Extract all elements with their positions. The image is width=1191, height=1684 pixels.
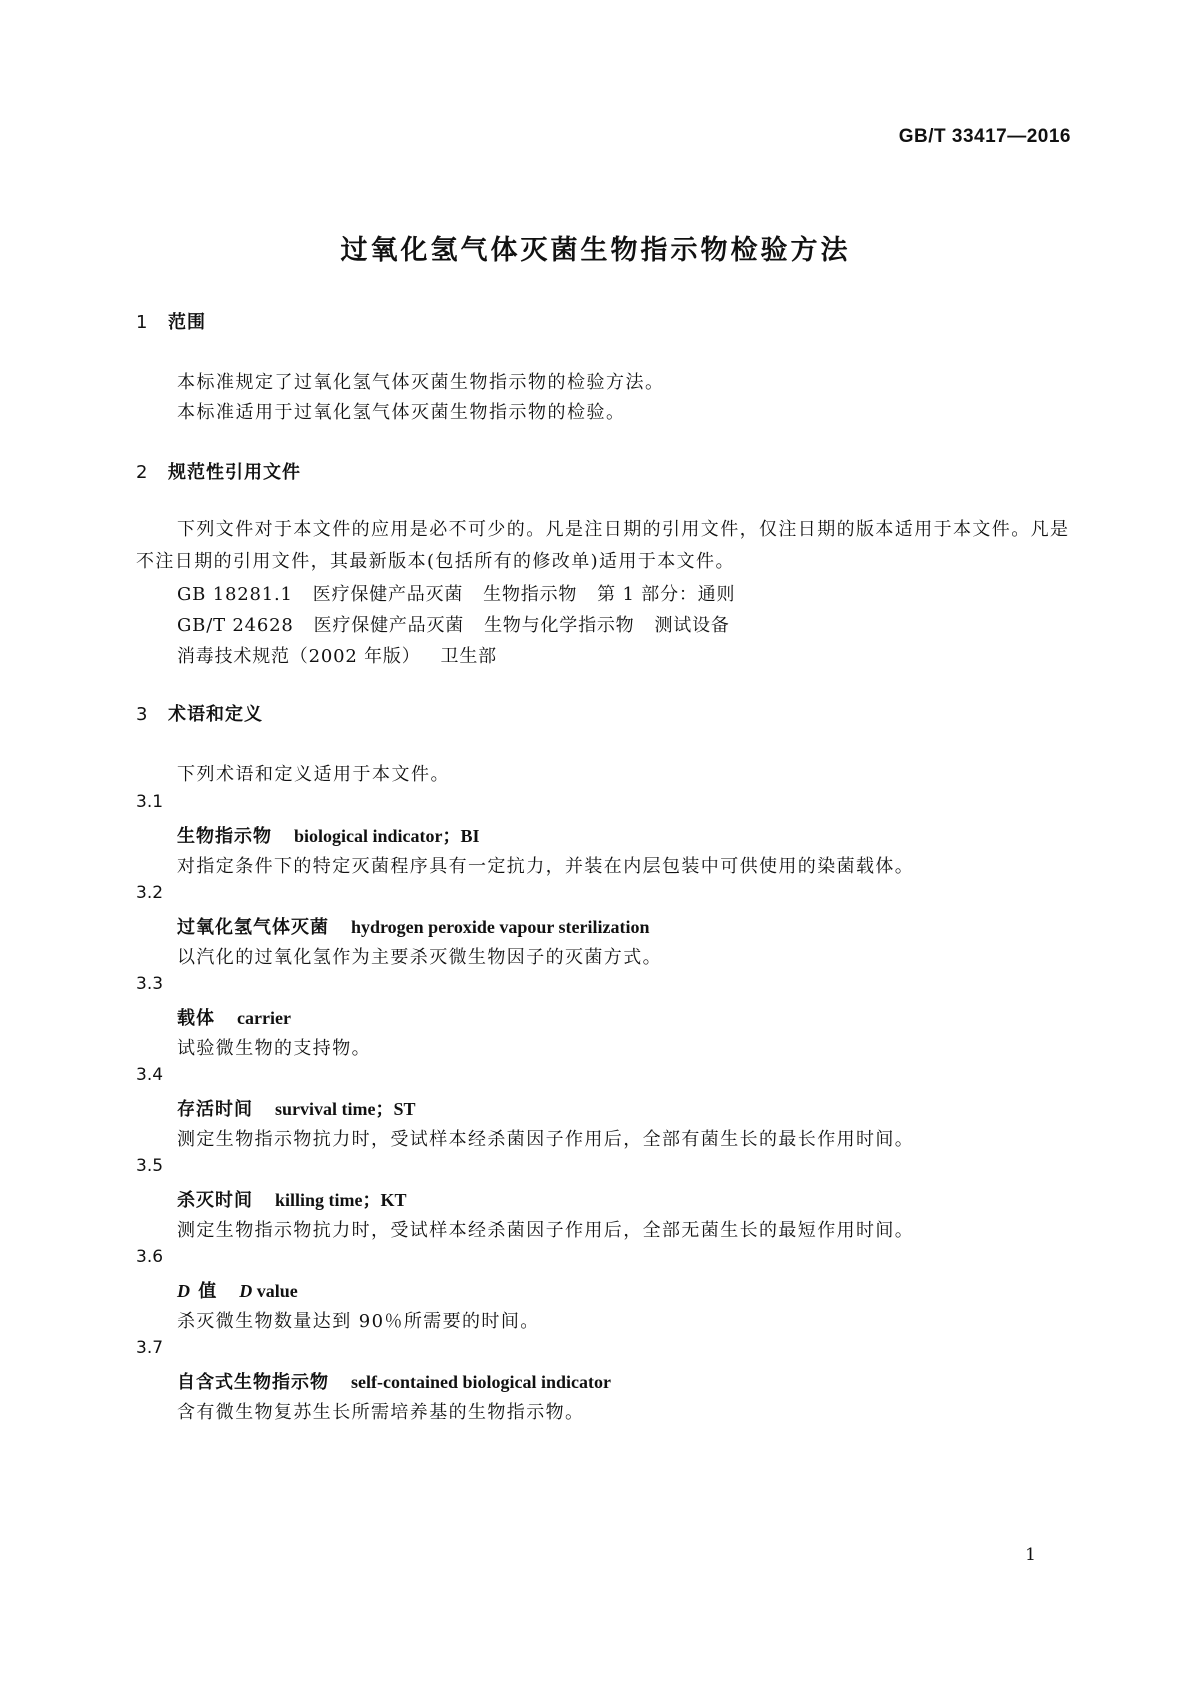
document-title: 过氧化氢气体灭菌生物指示物检验方法 [340, 235, 851, 266]
term-zh-text: 值 [198, 1281, 218, 1302]
section-number: 2 [136, 462, 149, 483]
section-number: 3 [136, 704, 149, 725]
term-en [239, 1281, 298, 1301]
reference-code: 消毒技术规范（2002 年版） [177, 646, 421, 667]
term-en-text: value [256, 1281, 298, 1301]
term-definition: 以汽化的过氧化氢作为主要杀灭微生物因子的灭菌方式。 [177, 947, 662, 968]
term-entry [177, 1186, 407, 1212]
normative-reference [177, 580, 755, 606]
section-1-heading [136, 308, 206, 334]
term-zh [177, 1281, 217, 1302]
section-2-heading [136, 458, 301, 484]
term-en: biological indicator；BI [294, 826, 480, 846]
term-entry [177, 1095, 416, 1121]
term-definition: 杀灭微生物数量达到 90％所需要的时间。 [177, 1311, 540, 1332]
term-number: 3.3 [136, 974, 164, 994]
term-number: 3.4 [136, 1065, 164, 1085]
reference-part: 第 1 部分：通则 [597, 584, 736, 605]
term-zh: 存活时间 [177, 1099, 253, 1120]
reference-part: 卫生部 [440, 646, 497, 667]
reference-part: 生物指示物 [483, 584, 578, 605]
term-number: 3.1 [136, 792, 164, 812]
term-en: self-contained biological indicator [351, 1372, 611, 1392]
term-definition: 含有微生物复苏生长所需培养基的生物指示物。 [177, 1402, 585, 1423]
term-zh: 过氧化氢气体灭菌 [177, 917, 329, 938]
term-en: hydrogen peroxide vapour sterilization [351, 917, 650, 937]
term-definition: 对指定条件下的特定灭菌程序具有一定抗力，并装在内层包装中可供使用的染菌载体。 [177, 856, 915, 877]
paragraph: 本标准适用于过氧化氢气体灭菌生物指示物的检验。 [177, 402, 626, 423]
term-entry [177, 913, 650, 939]
term-number: 3.5 [136, 1156, 164, 1176]
term-definition: 测定生物指示物抗力时，受试样本经杀菌因子作用后，全部有菌生长的最长作用时间。 [177, 1129, 915, 1150]
term-symbol: D [239, 1281, 253, 1301]
section-title: 术语和定义 [168, 704, 263, 725]
normative-reference [177, 611, 750, 637]
term-en: carrier [237, 1008, 291, 1028]
normative-reference [177, 642, 517, 668]
term-number: 3.2 [136, 883, 164, 903]
term-definition: 试验微生物的支持物。 [177, 1038, 371, 1059]
paragraph: 本标准规定了过氧化氢气体灭菌生物指示物的检验方法。 [177, 372, 665, 393]
paragraph: 下列术语和定义适用于本文件。 [177, 764, 450, 785]
term-symbol: D [177, 1281, 191, 1301]
paragraph: 下列文件对于本文件的应用是必不可少的。凡是注日期的引用文件，仅注日期的版本适用于本文件。凡是不注日期的引用文件，其最新版本(包括所有的修改单)适用于本文件。 [136, 519, 1070, 572]
reference-code: GB 18281.1 [177, 584, 293, 605]
term-entry [177, 1004, 291, 1030]
section-title: 范围 [168, 312, 206, 333]
reference-part: 医疗保健产品灭菌 [312, 584, 464, 605]
term-zh: 生物指示物 [177, 826, 272, 847]
term-number: 3.6 [136, 1247, 164, 1267]
term-zh: 杀灭时间 [177, 1190, 253, 1211]
reference-part: 测试设备 [654, 615, 730, 636]
term-definition: 测定生物指示物抗力时，受试样本经杀菌因子作用后，全部无菌生长的最短作用时间。 [177, 1220, 915, 1241]
reference-part: 生物与化学指示物 [484, 615, 635, 636]
reference-part: 医疗保健产品灭菌 [313, 615, 465, 636]
term-zh: 自含式生物指示物 [177, 1372, 329, 1393]
section-3-heading [136, 700, 263, 726]
term-zh: 载体 [177, 1008, 215, 1029]
reference-code: GB/T 24628 [177, 615, 294, 636]
term-en: killing time；KT [275, 1190, 407, 1210]
term-entry [177, 1277, 298, 1303]
term-entry [177, 822, 480, 848]
term-entry [177, 1368, 611, 1394]
standard-code: GB/T 33417—2016 [898, 126, 1071, 147]
page-number: 1 [1025, 1545, 1036, 1565]
term-en: survival time；ST [275, 1099, 416, 1119]
section-title: 规范性引用文件 [168, 462, 301, 483]
term-number: 3.7 [136, 1338, 164, 1358]
section-number: 1 [136, 312, 149, 333]
